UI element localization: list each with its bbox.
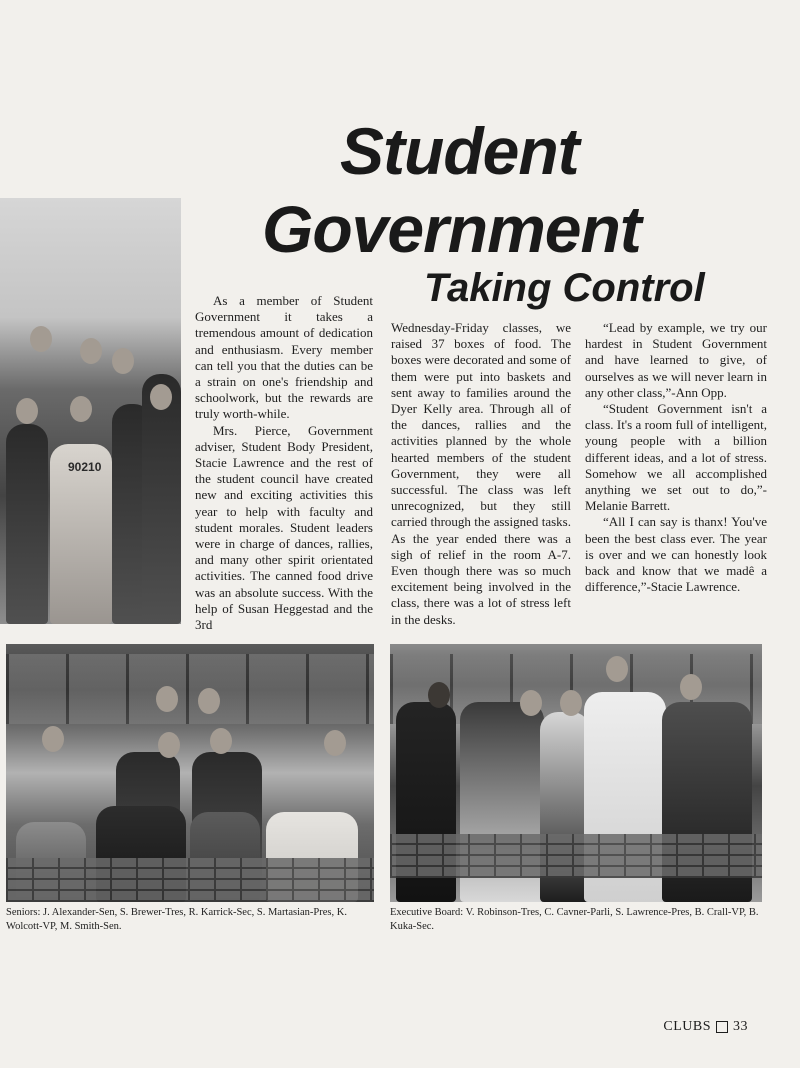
- shirt-print-text: 90210: [68, 460, 102, 474]
- quote-paragraph: “Lead by example, we try our hardest in Student Government and have learned to give, of ourselves as we will never learn in any other class,”-Ann Opp.: [585, 320, 767, 400]
- executive-board-photo: [390, 644, 762, 902]
- article-column-2: [391, 320, 571, 628]
- article-column-1: [195, 293, 373, 633]
- quote-paragraph: “Student Government isn't a class. It's a room full of intelligent, young people with a billion different ideas, and a lot of stress. Somehow we all accomplished anything we set out to do,”-Melanie Barrett.: [585, 401, 767, 514]
- article-paragraph: Wednesday-Friday classes, we raised 37 boxes of food. The boxes were decorated and some of them were put into baskets and sent away to families around the Dyer Kelly area. Through all of the dances, rallies and the activities planned by the whole hearted members of the student Government, they were all successful. The class was left unrecognized, but they still carried through the assigned tasks. As the year ended there was a sigh of relief in the room A-7. Even though there was so much excitement being involved in the class, there was a lot of stress left in the desks.: [391, 320, 571, 627]
- student-council-group-photo: [0, 198, 181, 624]
- page-footer: [663, 1019, 748, 1035]
- article-column-3: [585, 320, 767, 595]
- page-title-line-1: Student: [340, 114, 579, 188]
- seniors-photo-caption: Seniors: J. Alexander-Sen, S. Brewer-Tres, R. Karrick-Sec, S. Martasian-Pres, K. Wolcott-VP, M. Smith-Sen.: [6, 907, 347, 932]
- executive-board-photo-caption: Executive Board: V. Robinson-Tres, C. Cavner-Parli, S. Lawrence-Pres, B. Crall-VP, B. Kuka-Sec.: [390, 907, 759, 932]
- page-subtitle: Taking Control: [424, 266, 705, 310]
- page-title-line-2: Government: [262, 192, 641, 266]
- page-number: 33: [733, 1019, 748, 1034]
- quote-paragraph: “All I can say is thanx! You've been the best class ever. The year is over and we can honestly look back and know that we madê a difference,”-Stacie Lawrence.: [585, 514, 767, 595]
- section-name: CLUBS: [663, 1019, 711, 1034]
- seniors-photo: [6, 644, 374, 902]
- article-paragraph: As a member of Student Government it takes a tremendous amount of dedication and enthusiasm. Every member can tell you that the duties can be a strain on one's friendship and schoolwork, but the rewards are truly worth-while.: [195, 293, 373, 422]
- square-box-icon: [716, 1021, 728, 1033]
- article-paragraph: Mrs. Pierce, Government adviser, Student Body President, Stacie Lawrence and the rest of the student council have created new and exciting activities this year to help with faculty and student morales. Student leaders were in charge of dances, rallies, and many other spirit orientated activities. The canned food drive was an absolute success. With the help of Susan Heggestad and the 3rd: [195, 422, 373, 633]
